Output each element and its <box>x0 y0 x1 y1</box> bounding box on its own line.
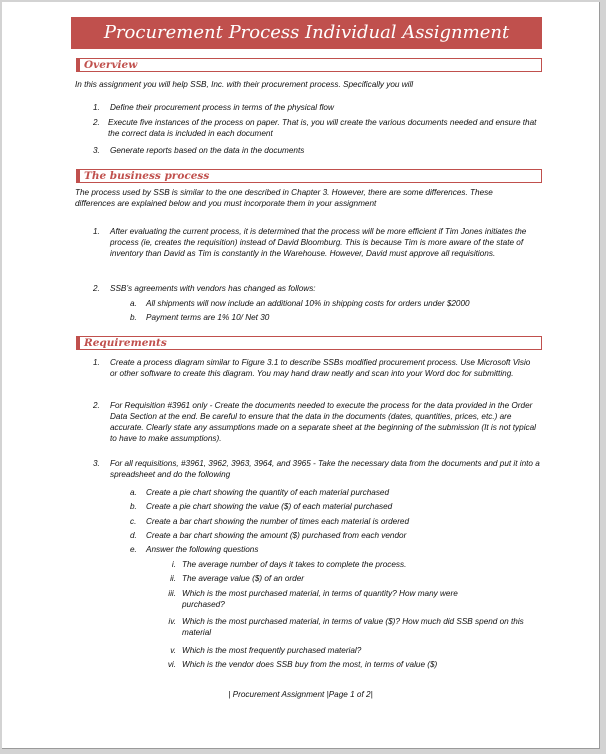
question-i-text: The average number of days it takes to complete the process. <box>182 560 407 569</box>
document-title: Procurement Process Individual Assignment <box>71 17 542 49</box>
req-item-2-text: For Requisition #3961 only - Create the documents needed to execute the process for the data provided in the Order Data Section at the end. Be careful to ensure that the data in the documents (dates, quantities, prices, etc.) are accurate. Clearly state any assumptions made on a separate sheet at the beginning of the submission (It is not typical to have to make assumptions). <box>110 401 536 443</box>
question-iv-text: Which is the most purchased material, in terms of value ($)? How much did SSB spend on this material <box>182 617 524 637</box>
page-footer: | Procurement Assignment |Page 1 of 2| <box>228 690 373 699</box>
business-subitem-b-text: Payment terms are 1% 10/ Net 30 <box>146 313 270 322</box>
req-subitem-d-text: Create a bar chart showing the amount ($) purchased from each vendor <box>146 531 407 540</box>
req-subitem-e-num: e. <box>130 545 137 554</box>
question-ii-text: The average value ($) of an order <box>182 574 304 583</box>
question-vi-text: Which is the vendor does SSB buy from the most, in terms of value ($) <box>182 660 438 669</box>
question-iii-num: iii. <box>168 589 176 598</box>
overview-item-1-text: Define their procurement process in terms of the physical flow <box>110 103 334 112</box>
req-subitem-b-text: Create a pie chart showing the value ($) of each material purchased <box>146 502 393 511</box>
overview-heading-bar <box>76 58 542 72</box>
business-subitem-a-num: a. <box>130 299 137 308</box>
req-item-1-text: Create a process diagram similar to Figure 3.1 to describe SSBs modified procurement process. Use Microsoft Visio or other software to create this diagram. You may hand draw neatly and scan into your Word doc for submitting. <box>110 358 531 378</box>
req-subitem-b-num: b. <box>130 502 137 511</box>
req-subitem-a-text: Create a pie chart showing the quantity of each material purchased <box>146 488 390 497</box>
req-subitem-a-num: a. <box>130 488 137 497</box>
business-subitem-b-num: b. <box>130 313 137 322</box>
business-item-2-text: SSB’s agreements with vendors has changed as follows: <box>110 284 316 293</box>
requirements-heading-bar <box>76 336 542 350</box>
question-v-text: Which is the most frequently purchased material? <box>182 646 362 655</box>
overview-item-1-num: 1. <box>93 103 100 112</box>
overview-item-3-num: 3. <box>93 146 100 155</box>
document-page <box>2 2 600 749</box>
req-subitem-d-num: d. <box>130 531 137 540</box>
req-subitem-c-num: c. <box>130 517 137 526</box>
business-subitem-a-text: All shipments will now include an additional 10% in shipping costs for orders under $2000 <box>146 299 470 308</box>
business-heading-bar <box>76 169 542 183</box>
business-item-1-num: 1. <box>93 227 100 236</box>
question-v-num: v. <box>170 646 176 655</box>
requirements-heading: Requirements <box>84 337 167 349</box>
req-item-2-num: 2. <box>93 401 100 410</box>
question-iv-num: iv. <box>168 617 176 626</box>
overview-heading: Overview <box>84 59 138 71</box>
question-ii-num: ii. <box>170 574 176 583</box>
question-i-num: i. <box>171 560 176 569</box>
overview-item-3-text: Generate reports based on the data in the documents <box>110 146 305 155</box>
business-heading: The business process <box>84 170 210 182</box>
overview-item-2-text: Execute five instances of the process on paper. That is, you will create the various documents needed and ensure that the correct data is included in each document <box>108 118 537 138</box>
req-subitem-e-text: Answer the following questions <box>146 545 259 554</box>
req-item-3-text: For all requisitions, #3961, 3962, 3963, 3964, and 3965 - Take the necessary data from the documents and put it into a spreadsheet and do the following <box>110 459 540 479</box>
req-item-1-num: 1. <box>93 358 100 367</box>
overview-intro: In this assignment you will help SSB, Inc. with their procurement process. Specifically you will <box>75 80 414 89</box>
business-item-2-num: 2. <box>93 284 100 293</box>
question-vi-num: vi. <box>167 660 176 669</box>
overview-item-2-num: 2. <box>93 118 100 127</box>
business-intro: The process used by SSB is similar to the one described in Chapter 3. However, there are some differences. These differences are explained below and you must incorporate them in your assignment <box>75 188 493 208</box>
question-iii-text: Which is the most purchased material, in terms of quantity? How many were purchased? <box>182 589 458 609</box>
business-item-1-text: After evaluating the current process, it is determined that the process will be more efficient if Tim Jones initiates the process (ie, creates the requisition) instead of David Bloomburg. This is because Tim is more aware of the state of inventory than David as Tim is constantly in the Warehouse. However, David must approve all requisitions. <box>110 227 527 258</box>
req-item-3-num: 3. <box>93 459 100 468</box>
req-subitem-c-text: Create a bar chart showing the number of times each material is ordered <box>146 517 410 526</box>
